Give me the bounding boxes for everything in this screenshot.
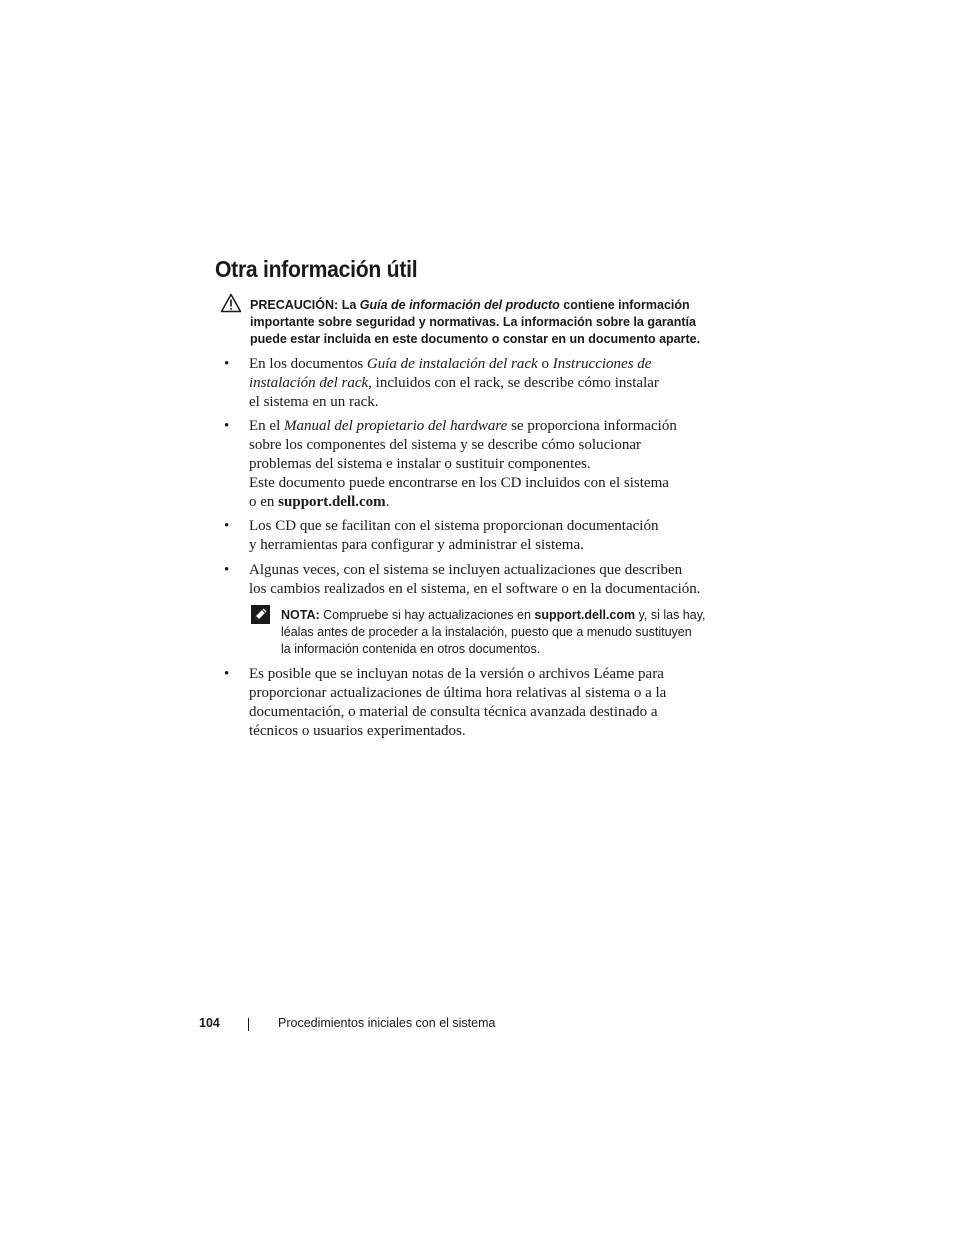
- text: proporcionar actualizaciones de última hora relativas al sistema o a la: [249, 685, 667, 701]
- bullet-glyph: •: [224, 518, 230, 534]
- text: Este documento puede encontrarse en los CD incluidos con el sistema: [249, 475, 669, 491]
- caution-label: PRECAUCIÓN:: [250, 298, 339, 312]
- list-item: [249, 517, 658, 555]
- caution-line-3: puede estar incluida en este documento o constar en un documento aparte.: [250, 332, 701, 346]
- caution-doc-title: Guía de información del producto: [359, 298, 560, 312]
- text: se proporciona información: [511, 418, 677, 434]
- text: o: [541, 356, 549, 372]
- note-text: y, si las hay,: [638, 608, 706, 622]
- support-link[interactable]: support.dell.com: [534, 608, 636, 622]
- text: En los documentos: [249, 356, 364, 372]
- support-link[interactable]: support.dell.com: [278, 494, 386, 510]
- text: los cambios realizados en el sistema, en el software o en la documentación.: [249, 581, 701, 597]
- list-item: [249, 561, 701, 599]
- doc-title: instalación del rack: [249, 375, 369, 391]
- note-line-3: la información contenida en otros documentos.: [281, 642, 541, 656]
- caution-line-1: [250, 297, 700, 314]
- text: Es posible que se incluyan notas de la versión o archivos Léame para: [249, 666, 664, 682]
- text: sobre los componentes del sistema y se describe cómo solucionar: [249, 437, 641, 453]
- text: técnicos o usuarios experimentados.: [249, 723, 466, 739]
- bullet-glyph: •: [224, 418, 230, 434]
- text: Los CD que se facilitan con el sistema proporcionan documentación: [249, 518, 659, 534]
- text: y herramientas para configurar y administrar el sistema.: [249, 537, 584, 553]
- text: .: [385, 494, 390, 510]
- note-line-2: léalas antes de proceder a la instalación, puesto que a menudo sustituyen: [281, 625, 692, 639]
- text: Algunas veces, con el sistema se incluyen actualizaciones que describen: [249, 562, 683, 578]
- doc-title: Instrucciones de: [552, 356, 652, 372]
- page-heading: Otra información útil: [215, 256, 418, 282]
- note-pencil-icon: [251, 605, 270, 624]
- list-item: [249, 355, 659, 412]
- bullet-glyph: •: [224, 356, 230, 372]
- bullet-glyph: •: [224, 666, 230, 682]
- caution-block: [250, 297, 700, 348]
- list-item: [249, 417, 677, 512]
- warning-triangle-icon: [220, 293, 242, 313]
- footer-section-title: Procedimientos iniciales con el sistema: [278, 1016, 496, 1030]
- bullet-glyph: •: [224, 562, 230, 578]
- text: documentación, o material de consulta técnica avanzada destinado a: [249, 704, 658, 720]
- page-number: 104: [199, 1016, 220, 1030]
- note-line-1: [281, 607, 706, 624]
- list-item: [249, 665, 666, 741]
- note-label: NOTA:: [281, 608, 320, 622]
- doc-title: Manual del propietario del hardware: [284, 418, 508, 434]
- text: En el: [249, 418, 281, 434]
- caution-line-2: importante sobre seguridad y normativas. La información sobre la garantía: [250, 315, 696, 329]
- text: o en: [249, 494, 275, 510]
- note-text: Compruebe si hay actualizaciones en: [323, 608, 531, 622]
- text: problemas del sistema e instalar o sustituir componentes.: [249, 456, 591, 472]
- caution-text: La: [341, 298, 357, 312]
- text: , incluidos con el rack, se describe cómo instalar: [368, 375, 659, 391]
- text: el sistema en un rack.: [249, 394, 379, 410]
- caution-text: contiene información: [563, 298, 690, 312]
- doc-title: Guía de instalación del rack: [366, 356, 538, 372]
- note-block: [281, 607, 706, 658]
- footer-divider: [248, 1018, 249, 1031]
